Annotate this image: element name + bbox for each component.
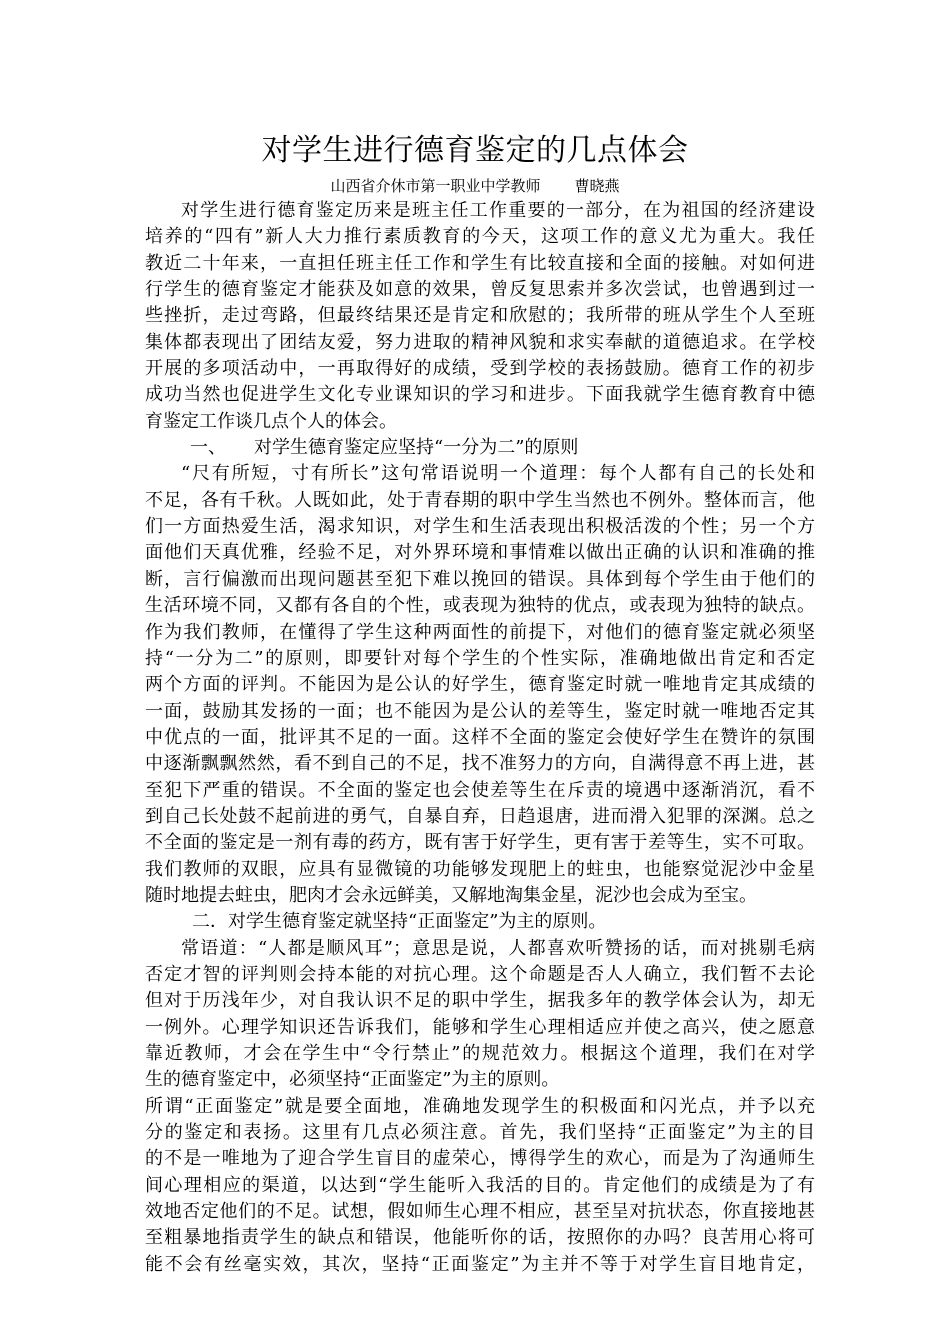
body-line: 些挫折，走过弯路，但最终结果还是肯定和欣慰的；我所带的班从学生个人至班 bbox=[145, 305, 815, 327]
body-line: 效地否定他们的不足。试想，假如师生心理不相应，甚至呈对抗状态，你直接地甚 bbox=[145, 1201, 815, 1223]
body-line: 一例外。心理学知识还告诉我们，能够和学生心理相适应并使之高兴，使之愿意 bbox=[145, 1016, 815, 1038]
author-line bbox=[0, 176, 950, 196]
body-line: 分的鉴定和表扬。这里有几点必须注意。首先，我们坚持“正面鉴定”为主的目 bbox=[145, 1122, 815, 1144]
body-line: 持“一分为二”的原则，即要针对每个学生的个性实际，准确地做出肯定和否定 bbox=[145, 647, 815, 669]
body-line: 中优点的一面，批评其不足的一面。这样不全面的鉴定会使好学生在赞许的氛围 bbox=[145, 726, 815, 748]
body-line: 面他们天真优雅，经验不足，对外界环境和事情难以做出正确的认识和准确的推 bbox=[145, 542, 815, 564]
body-line: 对学生进行德育鉴定历来是班主任工作重要的一部分，在为祖国的经济建设 bbox=[181, 200, 815, 221]
body-line: 生的德育鉴定中，必须坚持“正面鉴定”为主的原则。 bbox=[145, 1069, 560, 1091]
body-line: 我们教师的双眼，应具有显微镜的功能够发现肥上的蛀虫，也能察觉泥沙中金星 bbox=[145, 858, 815, 880]
body-line: 不全面的鉴定是一剂有毒的药方，既有害于好学生，更有害于差等生，实不可取。 bbox=[145, 832, 815, 854]
body-line: 行学生的德育鉴定才能获及如意的效果，曾反复思索并多次尝试，也曾遇到过一 bbox=[145, 279, 815, 301]
body-line: 们一方面热爱生活，渴求知识，对学生和生活表现出积极活泼的个性；另一个方 bbox=[145, 516, 815, 538]
body-line: 至粗暴地指责学生的缺点和错误，他能听你的话，按照你的办吗？良苦用心将可 bbox=[145, 1227, 815, 1249]
body-line: 断，言行偏激而出现问题甚至犯下难以挽回的错误。具体到每个学生由于他们的 bbox=[145, 568, 815, 590]
body-line: 到自己长处鼓不起前进的勇气，自暴自弃，日趋退唐，进而滑入犯罪的深渊。总之 bbox=[145, 805, 815, 827]
author-affiliation: 山西省介休市第一职业中学教师 bbox=[330, 177, 541, 195]
body-line: 靠近教师，才会在学生中“令行禁止”的规范效力。根据这个道理，我们在对学 bbox=[145, 1043, 815, 1064]
body-line: 常语道：“人都是顺风耳”；意思是说，人都喜欢听赞扬的话，而对挑剔毛病 bbox=[181, 937, 815, 959]
body-line: 集体都表现出了团结友爱，努力进取的精神风貌和求实奉献的道德追求。在学校 bbox=[145, 331, 815, 353]
author-name: 曹晓燕 bbox=[574, 177, 620, 195]
section-heading-text: 对学生德育鉴定应坚持“一分为二”的原则 bbox=[254, 437, 579, 459]
section-number: 一、 bbox=[190, 437, 226, 459]
body-line: 两个方面的评判。不能因为是公认的好学生，德育鉴定时就一唯地肯定其成绩的 bbox=[145, 674, 815, 696]
body-line: 间心理相应的渠道，以达到“学生能听入我活的目的。肯定他们的成绩是为了有 bbox=[145, 1174, 815, 1196]
body-line: 培养的“四有”新人大力推行素质教育的今天，这项工作的意义尤为重大。我任 bbox=[145, 226, 815, 248]
body-line: 随时地提去蛀虫，肥肉才会永远鲜美，又解地淘集金星，泥沙也会成为至宝。 bbox=[145, 884, 757, 906]
body-line: 所谓“正面鉴定”就是要全面地，准确地发现学生的积极面和闪光点，并予以充 bbox=[145, 1095, 815, 1117]
body-line: 开展的多项活动中，一再取得好的成绩，受到学校的表扬鼓励。德育工作的初步 bbox=[145, 358, 815, 380]
section-heading-1 bbox=[145, 435, 815, 461]
body-line: 的不是一唯地为了迎合学生盲目的虚荣心，博得学生的欢心，而是为了沟通师生 bbox=[145, 1148, 815, 1170]
body-line: 至犯下严重的错误。不全面的鉴定也会使差等生在斥责的境遇中逐渐消沉，看不 bbox=[145, 779, 815, 801]
body-line: 作为我们教师，在懂得了学生这种两面性的前提下，对他们的德育鉴定就必须坚 bbox=[145, 621, 815, 643]
body-line: 教近二十年来，一直担任班主任工作和学生有比较直接和全面的接触。对如何进 bbox=[145, 252, 815, 274]
body-line: 中逐渐飘飘然然，看不到自己的不足，找不准努力的方向，自满得意不再上进，甚 bbox=[145, 753, 815, 775]
body-line: 但对于历浅年少，对自我认识不足的职中学生，据我多年的教学体会认为，却无 bbox=[145, 990, 815, 1012]
body-line: 育鉴定工作谈几点个人的体会。 bbox=[145, 410, 397, 432]
document-body bbox=[145, 198, 815, 1278]
body-line: 不足，各有千秋。人既如此，处于青春期的职中学生当然也不例外。整体而言，他 bbox=[145, 489, 815, 511]
section-heading-2: 二．对学生德育鉴定就坚持“正面鉴定”为主的原则。 bbox=[192, 911, 607, 933]
body-line: “尺有所短，寸有所长”这句常语说明一个道理：每个人都有自己的长处和 bbox=[181, 463, 815, 485]
document-title: 对学生进行德育鉴定的几点体会 bbox=[261, 133, 689, 168]
body-line: 成功当然也促进学生文化专业课知识的学习和进步。下面我就学生德育教育中德 bbox=[145, 384, 815, 406]
body-line: 一面，鼓励其发扬的一面；也不能因为是公认的差等生，鉴定时就一唯地否定其 bbox=[145, 700, 815, 722]
body-line: 生活环境不同，又都有各自的个性，或表现为独特的优点，或表现为独特的缺点。 bbox=[145, 595, 815, 617]
body-line: 能不会有丝毫实效，其次，坚持“正面鉴定”为主并不等于对学生盲目地肯定， bbox=[145, 1253, 815, 1275]
body-line: 否定才智的评判则会持本能的对抗心理。这个命题是否人人确立，我们暂不去论 bbox=[145, 963, 815, 985]
